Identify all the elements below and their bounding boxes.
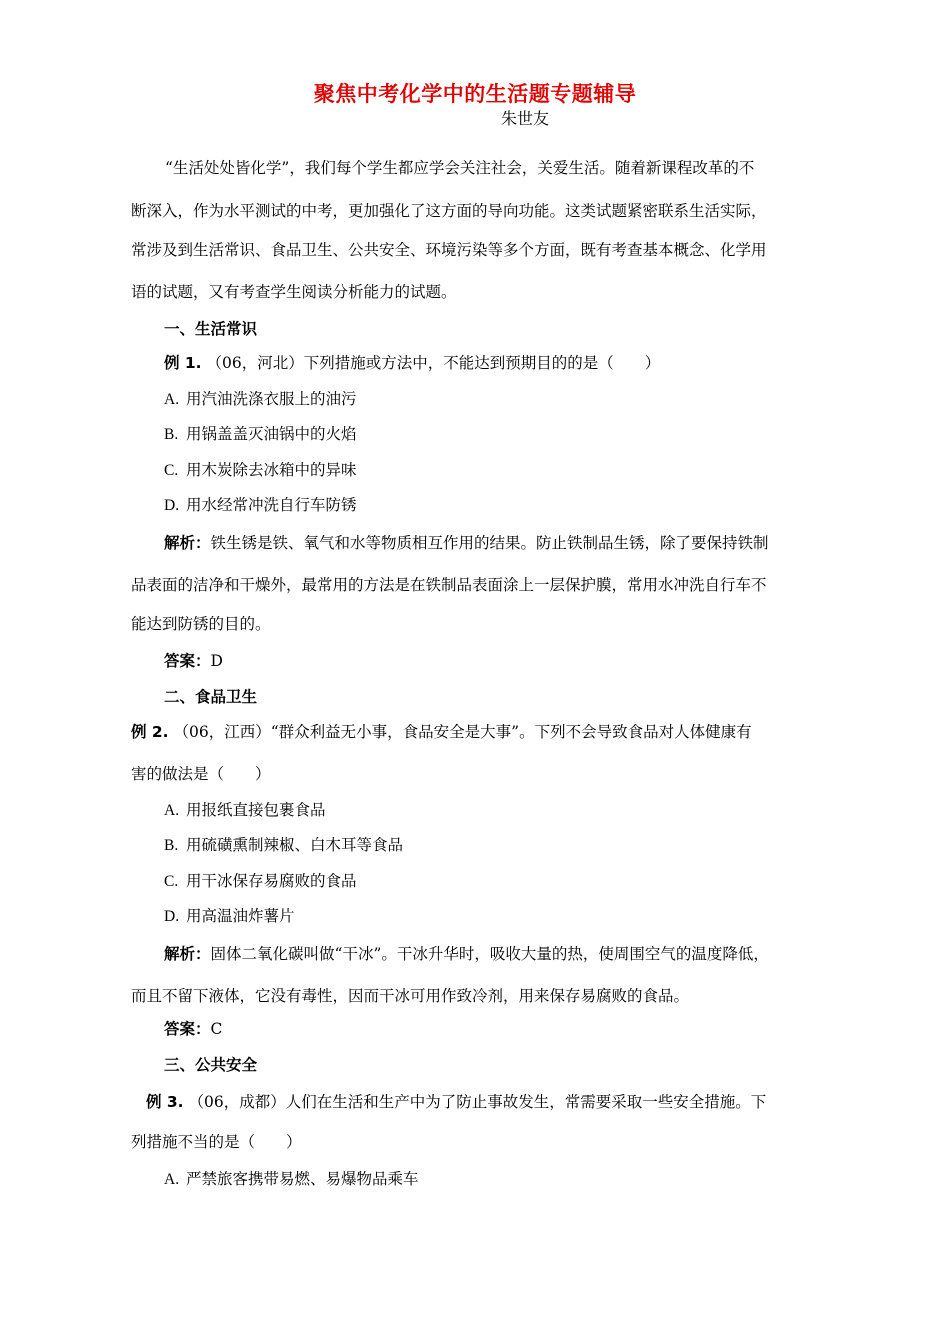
- answer-value: C: [210, 1020, 223, 1038]
- question-text: （06，河北）下列措施或方法中，不能达到预期目的的是（ ）: [206, 354, 661, 372]
- section-heading: 一、生活常识: [164, 320, 258, 338]
- option-item: [164, 1168, 419, 1191]
- example-question: [131, 721, 752, 743]
- option-text: 用水经常冲洗自行车防锈: [186, 496, 357, 514]
- author-name: [0, 106, 950, 129]
- option-item: [164, 834, 403, 857]
- option-letter: A.: [164, 802, 180, 819]
- analysis-label: 解析：: [164, 534, 211, 552]
- example-label: 例 1.: [164, 354, 202, 372]
- option-item: [164, 494, 357, 517]
- intro-line: 语的试题，又有考查学生阅读分析能力的试题。: [131, 283, 457, 301]
- intro-line: 常涉及到生活常识、食品卫生、公共安全、环境污染等多个方面，既有考查基本概念、化学用: [131, 241, 767, 259]
- answer-label: 答案：: [164, 652, 211, 670]
- option-text: 用干冰保存易腐败的食品: [186, 872, 357, 890]
- option-item: [164, 870, 357, 893]
- answer-line: [164, 650, 223, 672]
- section-heading: 三、公共安全: [164, 1056, 258, 1074]
- intro-line: 断深入，作为水平测试的中考，更加强化了这方面的导向功能。这类试题紧密联系生活实际，: [131, 202, 767, 220]
- answer-line: [164, 1018, 222, 1040]
- option-text: 用报纸直接包裹食品: [186, 801, 326, 819]
- option-letter: A.: [164, 391, 180, 408]
- analysis-text: 铁生锈是铁、氧气和水等物质相互作用的结果。防止铁制品生锈，除了要保持铁制: [210, 534, 769, 552]
- intro-line: “生活处处皆化学”，我们每个学生都应学会关注社会，关爱生活。随着新课程改革的不: [165, 159, 755, 177]
- option-letter: C.: [164, 462, 179, 479]
- question-text: （06，成都）人们在生活和生产中为了防止事故发生，常需要采取一些安全措施。下: [188, 1093, 767, 1111]
- option-letter: A.: [164, 1171, 180, 1188]
- analysis-line: [164, 532, 769, 554]
- section-heading: 二、食品卫生: [164, 688, 258, 706]
- analysis-line: 而且不留下液体，它没有毒性，因而干冰可用作致冷剂，用来保存易腐败的食品。: [131, 987, 690, 1005]
- option-text: 用高温油炸薯片: [186, 907, 295, 925]
- analysis-label: 解析：: [164, 945, 211, 963]
- example-label: 例 3.: [146, 1093, 184, 1111]
- question-text: 列措施不当的是（ ）: [131, 1133, 302, 1151]
- option-item: [164, 388, 357, 411]
- document-title: 聚焦中考化学中的生活题专题辅导: [313, 82, 637, 106]
- answer-label: 答案：: [164, 1020, 211, 1038]
- example-question: [146, 1091, 766, 1113]
- option-text: 用汽油洗涤衣服上的油污: [186, 390, 357, 408]
- option-letter: D.: [164, 497, 180, 514]
- option-item: [164, 459, 357, 482]
- analysis-line: [164, 943, 769, 965]
- example-label: 例 2.: [131, 723, 169, 741]
- option-text: 用木炭除去冰箱中的异味: [186, 461, 357, 479]
- answer-value: D: [210, 652, 223, 670]
- author-text: 朱世友: [500, 109, 549, 128]
- option-letter: B.: [164, 426, 179, 443]
- option-letter: B.: [164, 837, 179, 854]
- question-text: （06，江西）“群众利益无小事，食品安全是大事”。下列不会导致食品对人体健康有: [173, 723, 752, 741]
- question-text: 害的做法是（ ）: [131, 765, 271, 783]
- option-item: [164, 423, 357, 446]
- analysis-line: 能达到防锈的目的。: [131, 615, 271, 633]
- option-item: [164, 905, 295, 928]
- analysis-text: 固体二氧化碳叫做“干冰”。干冰升华时，吸收大量的热，使周围空气的温度降低，: [210, 945, 769, 963]
- analysis-line: 品表面的洁净和干燥外，最常用的方法是在铁制品表面涂上一层保护膜，常用水冲洗自行车不: [131, 576, 767, 594]
- option-item: [164, 799, 326, 822]
- option-text: 用锅盖盖灭油锅中的火焰: [186, 425, 357, 443]
- option-letter: D.: [164, 908, 180, 925]
- example-question: [164, 352, 660, 374]
- option-text: 用硫磺熏制辣椒、白木耳等食品: [186, 836, 404, 854]
- option-letter: C.: [164, 873, 179, 890]
- option-text: 严禁旅客携带易燃、易爆物品乘车: [186, 1170, 419, 1188]
